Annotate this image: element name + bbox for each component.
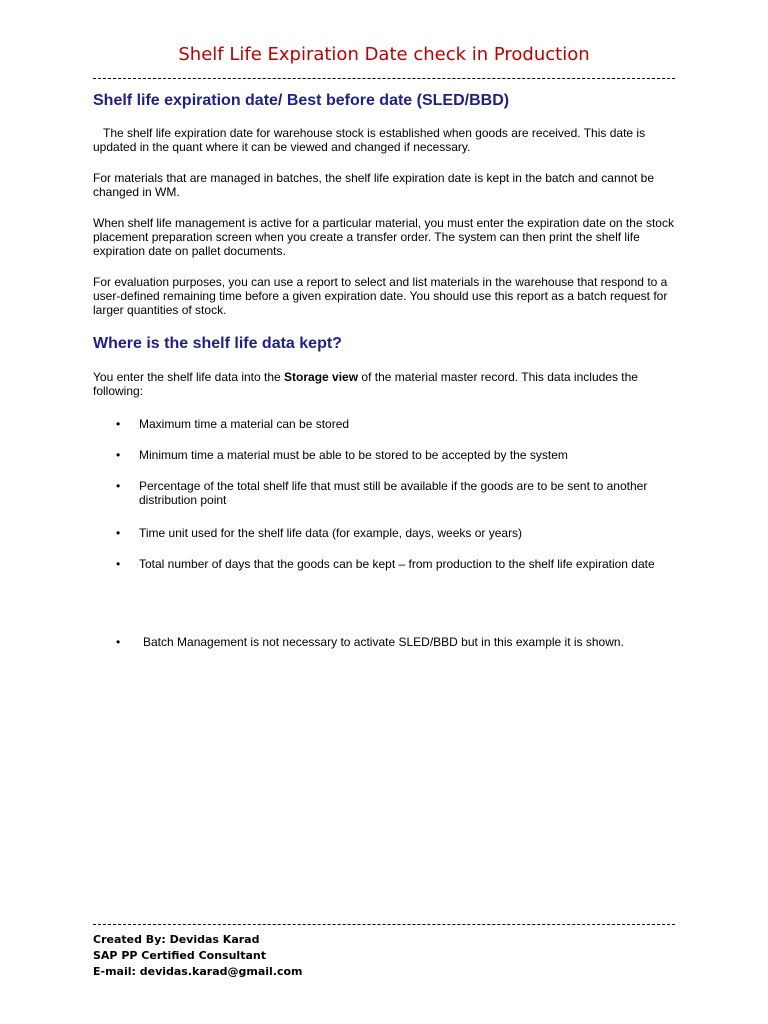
author-footer xyxy=(93,932,303,980)
footer-divider xyxy=(93,924,675,925)
bullet-marker: • xyxy=(116,479,121,493)
paragraph-2: For materials that are managed in batches, the shelf life expiration date is kept in the batch and cannot be changed in WM. xyxy=(93,171,655,199)
list-item: Total number of days that the goods can be kept – from production to the shelf life expiration date xyxy=(139,557,655,571)
list-item: Maximum time a material can be stored xyxy=(139,417,350,431)
bullet-marker: • xyxy=(116,448,121,462)
list-item: Percentage of the total shelf life that must still be available if the goods are to be sent to another distribution point xyxy=(139,479,648,507)
section-heading-where: Where is the shelf life data kept? xyxy=(93,335,342,352)
bullet-marker: • xyxy=(116,635,121,649)
paragraph-4: For evaluation purposes, you can use a report to select and list materials in the warehouse that respond to a user-defined remaining time before a given expiration date. You should use this report as a batch request for larger quantities of stock. xyxy=(93,275,668,317)
intro-text-after: of the material master record. This data includes the following: xyxy=(93,370,638,398)
intro-text-before: You enter the shelf life data into the xyxy=(93,370,285,384)
author-role: SAP PP Certified Consultant xyxy=(93,949,266,962)
storage-view-term: Storage view xyxy=(284,370,359,384)
bullet-marker: • xyxy=(116,557,121,571)
bullet-marker: • xyxy=(116,417,121,431)
created-by: Created By: Devidas Karad xyxy=(93,933,260,946)
list-item: Minimum time a material must be able to be stored to be accepted by the system xyxy=(139,448,568,462)
paragraph-1: The shelf life expiration date for warehouse stock is established when goods are received. This date is updated in the quant where it can be viewed and changed if necessary. xyxy=(93,126,646,154)
list-item: Batch Management is not necessary to activate SLED/BBD but in this example it is shown. xyxy=(143,635,624,649)
list-item: Time unit used for the shelf life data (for example, days, weeks or years) xyxy=(139,526,523,540)
section-heading-sled: Shelf life expiration date/ Best before date (SLED/BBD) xyxy=(93,92,510,109)
intro-paragraph xyxy=(93,370,678,398)
paragraph-3: When shelf life management is active for a particular material, you must enter the expiration date on the stock placement preparation screen when you create a transfer order. The system can then print the shelf life expiration date on pallet documents. xyxy=(93,216,674,258)
author-email: E-mail: devidas.karad@gmail.com xyxy=(93,965,303,978)
header-divider xyxy=(93,78,675,79)
page-title: Shelf Life Expiration Date check in Production xyxy=(178,44,590,65)
bullet-marker: • xyxy=(116,526,121,540)
